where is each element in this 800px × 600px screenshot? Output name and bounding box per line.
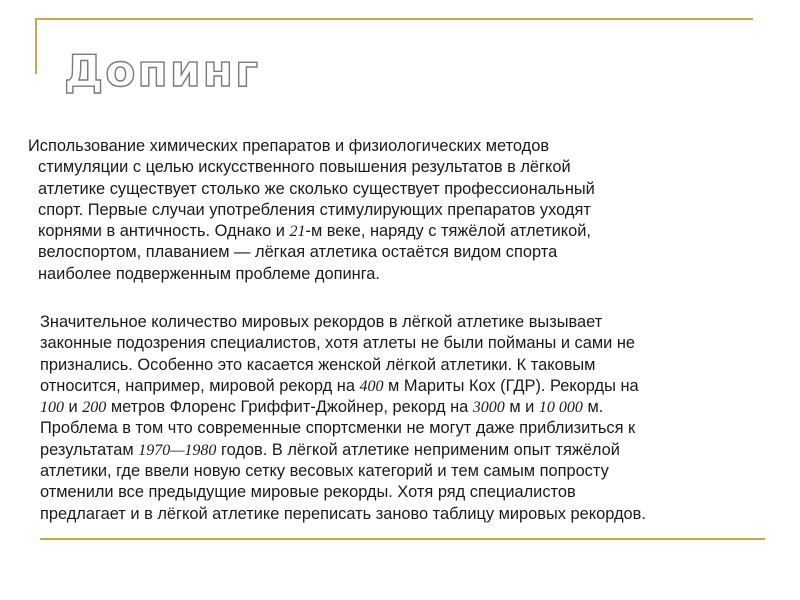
text-segment: -м веке, наряду с тяжёлой атлетикой, <box>305 222 591 241</box>
text-segment: и <box>64 398 83 417</box>
paragraph-2 <box>40 312 770 525</box>
number: 10 000 <box>538 399 583 417</box>
number: 1970—1980 <box>138 441 217 459</box>
text-line <box>28 221 728 242</box>
text-line: наиболее подверженным проблеме допинга. <box>38 264 380 283</box>
text-segment: м Мариты Кох (ГДР). Рекорды на <box>383 376 639 395</box>
text-line: Использование химических препаратов и физиологических методов <box>28 137 550 155</box>
text-segment: м и <box>504 398 539 417</box>
number: 3000 <box>472 399 505 417</box>
text-segment: относится, например, мировой рекорд на <box>40 376 360 395</box>
text-line <box>40 376 770 397</box>
text-segment: корнями в античность. Однако и <box>38 222 290 241</box>
text-line: стимуляции с целью искусственного повышения результатов в лёгкой <box>38 158 571 177</box>
number: 200 <box>82 399 107 417</box>
text-line: велоспортом, плаванием — лёгкая атлетика остаётся видом спорта <box>38 243 558 262</box>
text-line: атлетике существует столько же сколько существует профессиональный <box>38 179 595 198</box>
text-line: атлетики, где ввели новую сетку весовых категорий и тем самым попросту <box>40 462 609 481</box>
paragraph-1 <box>28 136 728 285</box>
text-line: законные подозрения специалистов, хотя атлеты не были пойманы и сами не <box>40 334 636 353</box>
text-line: Значительное количество мировых рекордов в лёгкой атлетике вызывает <box>40 313 603 331</box>
slide-title: Допинг <box>64 46 261 97</box>
text-line: спорт. Первые случаи употребления стимулирующих препаратов уходят <box>38 200 591 219</box>
text-segment: метров Флоренс Гриффит-Джойнер, рекорд на <box>106 398 473 417</box>
text-line: отменили все предыдущие мировые рекорды. Хотя ряд специалистов <box>40 483 576 502</box>
text-line: признались. Особенно это касается женской лёгкой атлетики. К таковым <box>40 355 596 374</box>
text-segment: результатам <box>40 440 139 459</box>
text-line <box>40 397 770 418</box>
text-segment: годов. В лёгкой атлетике неприменим опыт тяжёлой <box>216 440 620 459</box>
number: 21 <box>289 223 306 241</box>
number: 400 <box>359 377 384 395</box>
bottom-rule <box>40 538 765 540</box>
text-segment: м. <box>582 398 604 417</box>
text-line <box>40 440 770 461</box>
text-line: предлагает и в лёгкой атлетике переписать заново таблицу мировых рекордов. <box>40 504 646 523</box>
frame-left-rule <box>35 18 37 74</box>
frame-top-rule <box>35 18 753 20</box>
text-line: Проблема в том что современные спортсменки не могут даже приблизиться к <box>40 419 636 438</box>
number: 100 <box>40 399 64 417</box>
